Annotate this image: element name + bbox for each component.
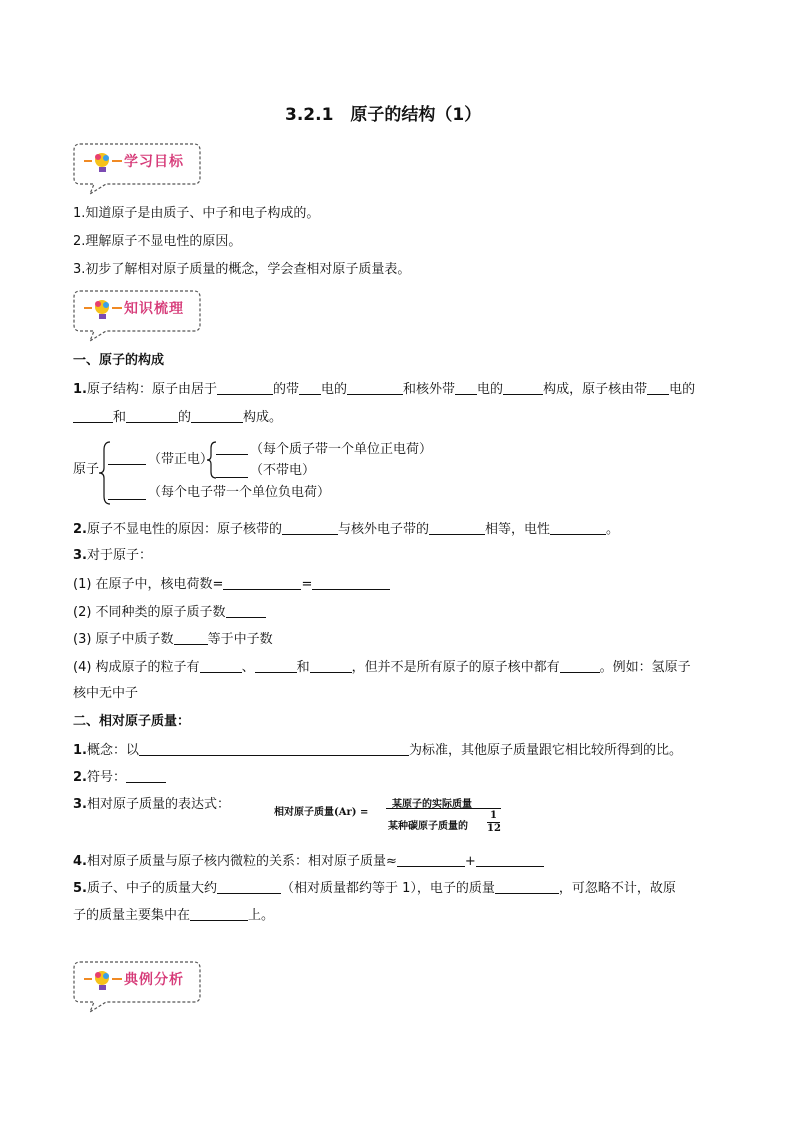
formula-frac-top: 1 — [490, 810, 497, 821]
relation-line: 4.相对原子质量与原子核内微粒的关系：相对原子质量≈ + — [73, 852, 544, 871]
answer-blank[interactable] — [223, 575, 301, 590]
answer-blank[interactable] — [476, 852, 544, 867]
structure-line-1: 1.原子结构：原子由居于 的带 电的 和核外带 电的 构成，原子核由带 电的 — [73, 382, 696, 397]
proton-note: （每个质子带一个单位正电荷） — [250, 442, 433, 457]
answer-blank[interactable] — [191, 408, 243, 423]
answer-blank[interactable] — [126, 768, 166, 783]
answer-blank[interactable] — [312, 575, 390, 590]
sub-item-4: (4) 构成原子的粒子有 、 和 ，但并不是所有原子的原子核中都有 。例如：氢原子 — [73, 660, 691, 675]
badge-label: 学习目标 — [124, 154, 184, 170]
answer-blank[interactable] — [310, 658, 352, 673]
answer-blank[interactable] — [560, 658, 600, 673]
nucleus-note: （带正电） — [148, 452, 214, 467]
concept-line: 1.概念：以 为标准，其他原子质量跟它相比较所得到的比。 — [73, 743, 683, 758]
answer-blank[interactable] — [108, 450, 146, 465]
badge-example-analysis — [72, 958, 198, 1010]
answer-blank[interactable] — [255, 658, 297, 673]
answer-blank[interactable] — [647, 380, 669, 395]
sub-item-4-cont: 核中无中子 — [73, 686, 139, 701]
formula-frac-bottom: 12 — [487, 823, 501, 834]
page-title: 3.2.1 原子的结构（1） — [285, 105, 482, 125]
answer-blank[interactable] — [347, 380, 403, 395]
fraction-bar — [386, 808, 501, 809]
badge-learning-goals — [72, 140, 198, 192]
goal-item: 1.知道原子是由质子、中子和电子构成的。 — [73, 206, 320, 221]
badge-label: 知识梳理 — [124, 301, 184, 317]
symbol-line: 2.符号： — [73, 768, 166, 787]
diagram-atom-label: 原子 — [73, 462, 100, 477]
answer-blank[interactable] — [200, 658, 242, 673]
answer-blank[interactable] — [216, 463, 248, 478]
answer-blank[interactable] — [226, 603, 266, 618]
sub-item-3: (3) 原子中质子数 等于中子数 — [73, 632, 273, 647]
answer-blank[interactable] — [550, 520, 606, 535]
structure-line-2: 和 的 构成。 — [73, 408, 282, 427]
for-atom-line: 3.对于原子： — [73, 548, 152, 563]
answer-blank[interactable] — [217, 380, 273, 395]
electron-note: （每个电子带一个单位负电荷） — [148, 485, 331, 500]
section-heading: 二、相对原子质量： — [73, 714, 191, 729]
badge-knowledge-review — [72, 287, 198, 339]
answer-blank[interactable] — [429, 520, 485, 535]
answer-blank[interactable] — [139, 741, 409, 756]
mass-line-1: 5.质子、中子的质量大约 （相对质量都约等于 1），电子的质量 ，可忽略不计，故原 — [73, 881, 676, 896]
section-heading: 一、原子的构成 — [73, 353, 165, 368]
answer-blank[interactable] — [503, 380, 543, 395]
answer-blank[interactable] — [495, 879, 559, 894]
answer-blank[interactable] — [73, 408, 113, 423]
answer-blank[interactable] — [217, 879, 281, 894]
formula-numerator: 某原子的实际质量 — [392, 799, 472, 810]
formula-denominator: 某种碳原子质量的 — [388, 821, 468, 832]
neutron-note: （不带电） — [250, 463, 316, 478]
answer-blank[interactable] — [174, 630, 208, 645]
sub-item-2: (2) 不同种类的原子质子数 — [73, 603, 266, 622]
answer-blank[interactable] — [216, 440, 248, 455]
answer-blank[interactable] — [455, 380, 477, 395]
answer-blank[interactable] — [282, 520, 338, 535]
formula-lhs: 相对原子质量(Ar) = — [274, 807, 369, 818]
sub-item-1: (1) 在原子中，核电荷数= = — [73, 575, 390, 594]
answer-blank[interactable] — [190, 906, 248, 921]
neutral-line: 2.原子不显电性的原因：原子核带的 与核外电子带的 相等，电性 。 — [73, 522, 620, 537]
goal-item: 2.理解原子不显电性的原因。 — [73, 234, 242, 249]
goal-item: 3.初步了解相对原子质量的概念，学会查相对原子质量表。 — [73, 262, 411, 277]
expression-line: 3.相对原子质量的表达式： — [73, 797, 230, 812]
answer-blank[interactable] — [126, 408, 178, 423]
answer-blank[interactable] — [299, 380, 321, 395]
mass-line-2: 子的质量主要集中在 上。 — [73, 908, 275, 923]
badge-label: 典例分析 — [124, 972, 184, 988]
answer-blank[interactable] — [397, 852, 465, 867]
answer-blank[interactable] — [108, 485, 146, 500]
